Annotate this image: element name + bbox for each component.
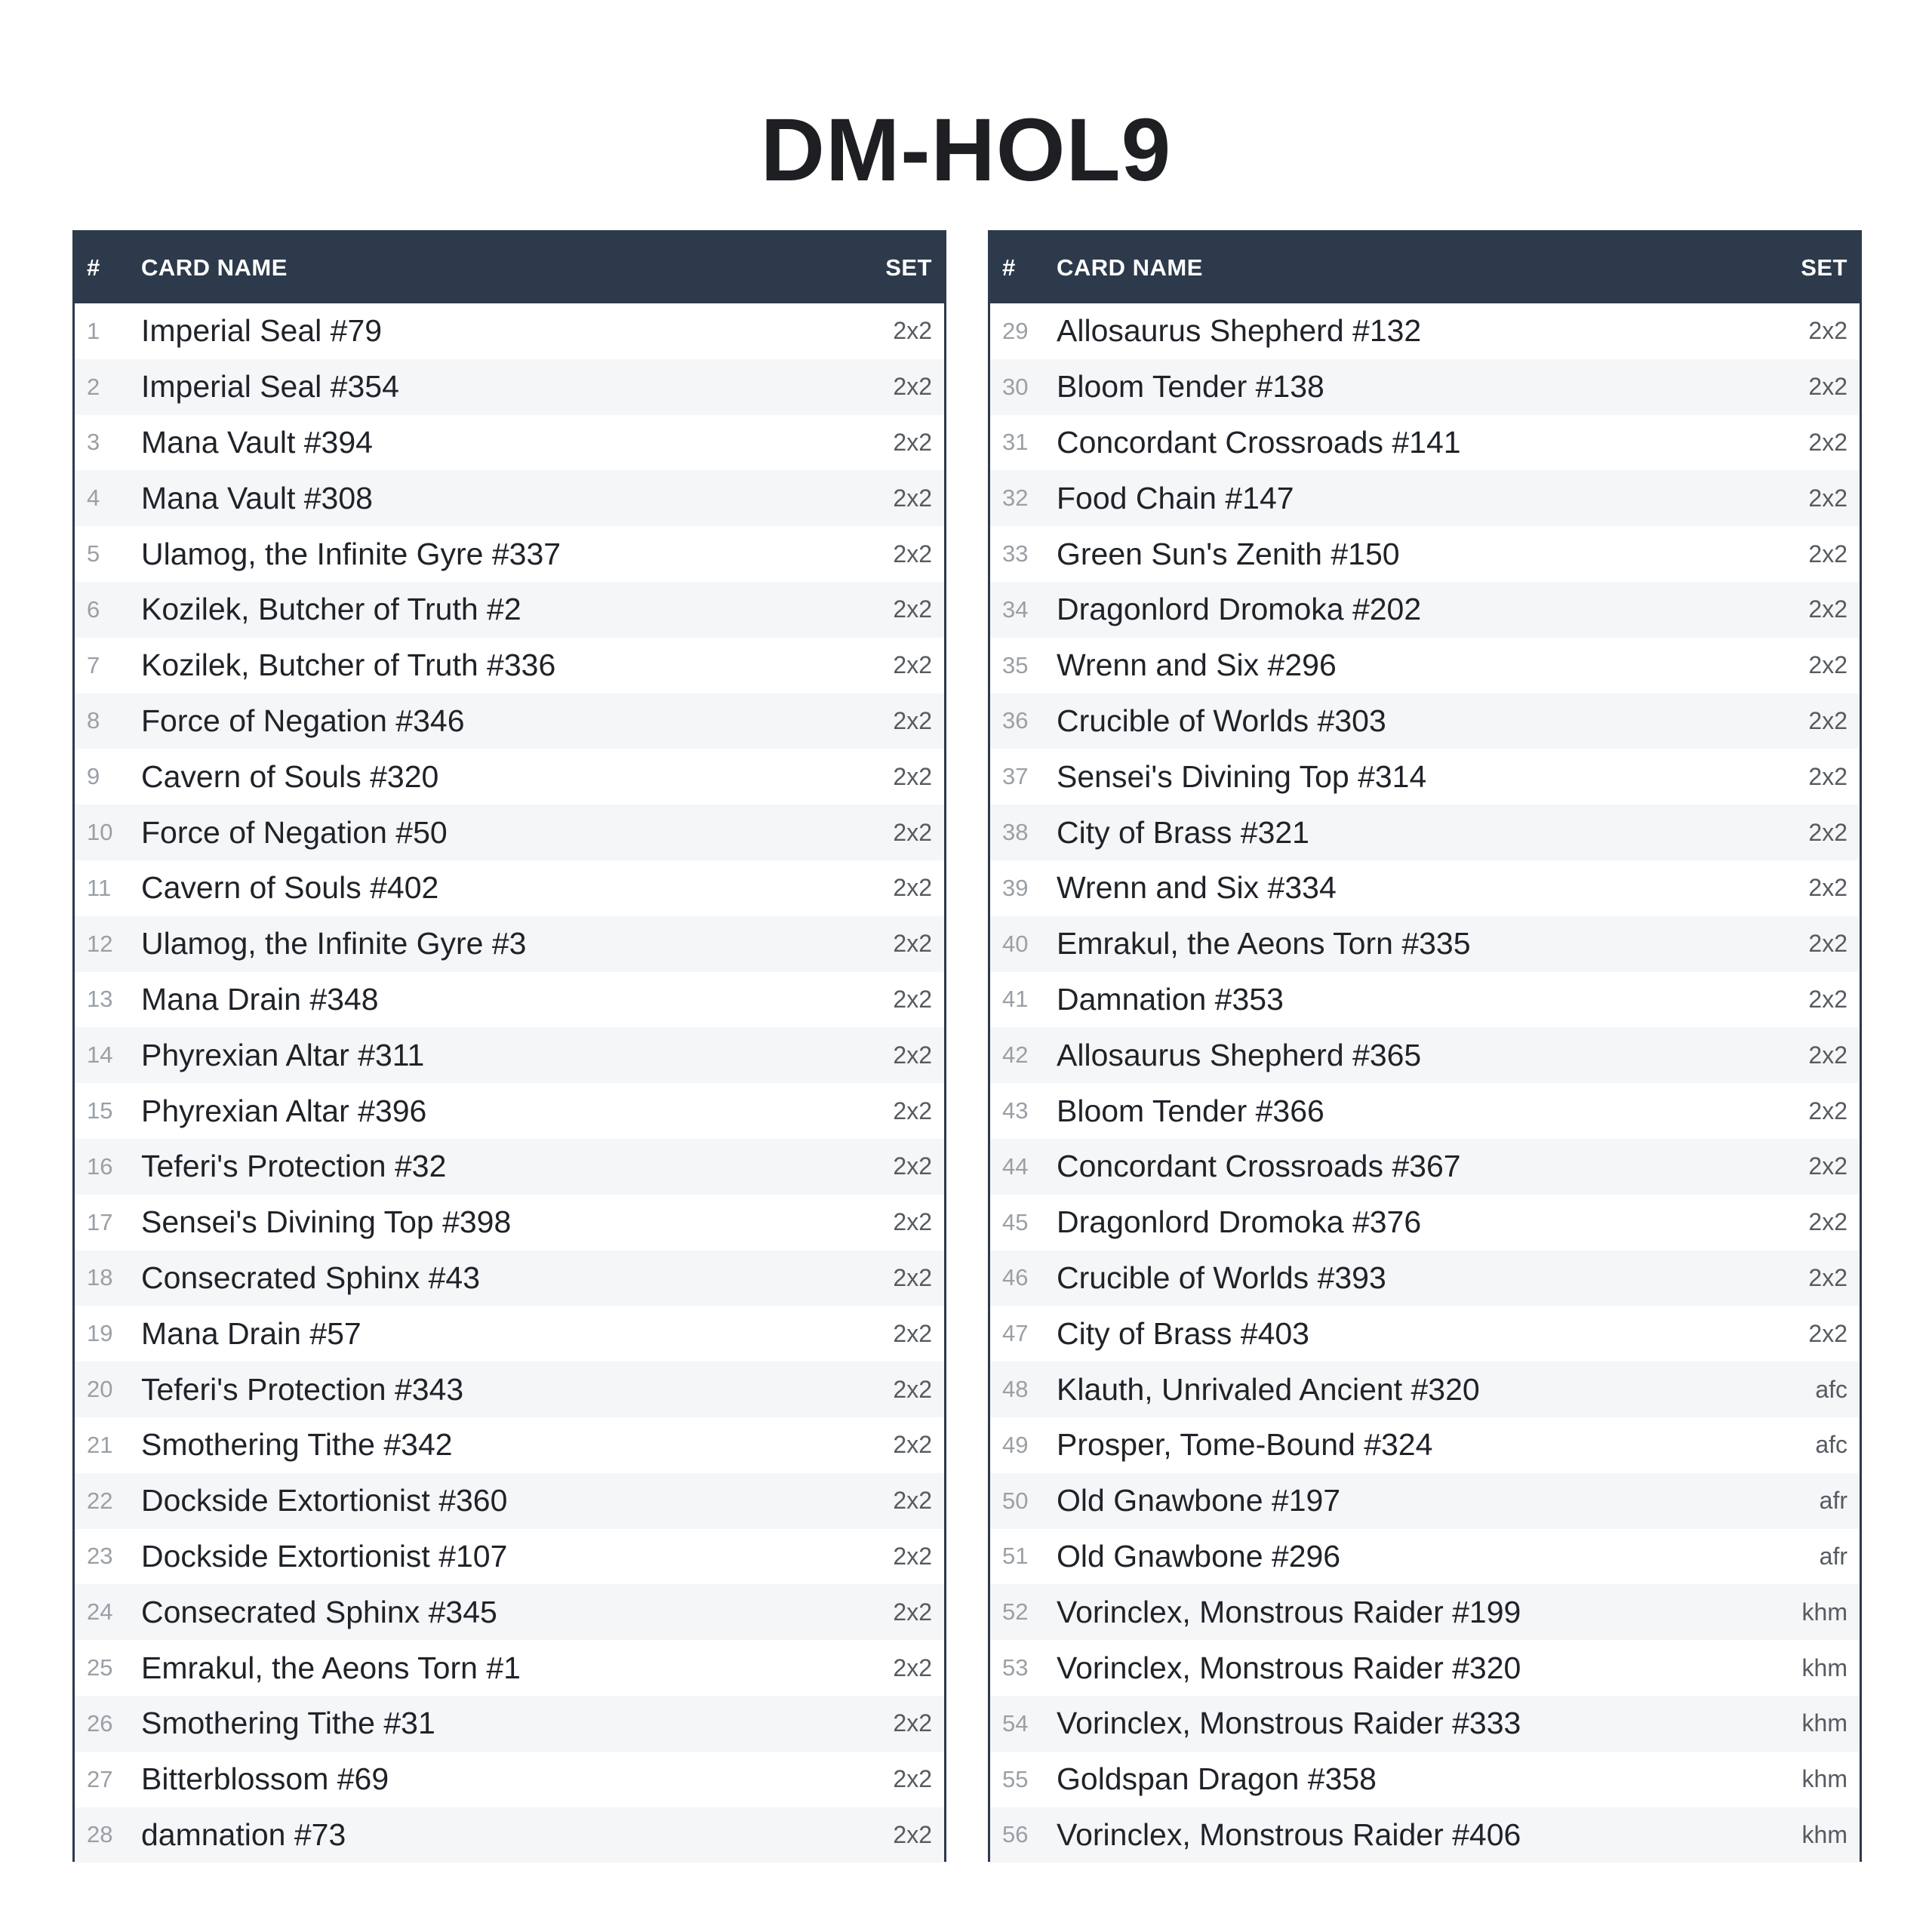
row-number: 54 bbox=[1002, 1709, 1029, 1737]
row-number: 32 bbox=[1002, 485, 1029, 512]
table-row bbox=[990, 470, 1860, 526]
row-number: 26 bbox=[87, 1709, 113, 1737]
row-number: 48 bbox=[1002, 1376, 1029, 1403]
table-row bbox=[75, 1640, 944, 1696]
set-code: 2x2 bbox=[893, 1598, 932, 1626]
card-name: Bitterblossom #69 bbox=[141, 1761, 389, 1797]
card-name: Emrakul, the Aeons Torn #1 bbox=[141, 1650, 521, 1685]
table-row bbox=[75, 1027, 944, 1083]
set-code: 2x2 bbox=[1808, 428, 1847, 456]
table-row bbox=[990, 860, 1860, 916]
table-row bbox=[75, 582, 944, 638]
row-number: 38 bbox=[1002, 819, 1029, 846]
table-row bbox=[990, 916, 1860, 972]
table-row bbox=[75, 1752, 944, 1807]
card-name: Phyrexian Altar #311 bbox=[141, 1037, 425, 1072]
row-number: 12 bbox=[87, 930, 113, 957]
card-name: Concordant Crossroads #141 bbox=[1057, 424, 1461, 460]
set-code: afc bbox=[1815, 1431, 1847, 1459]
card-name: Bloom Tender #366 bbox=[1057, 1093, 1324, 1128]
table-row bbox=[990, 1361, 1860, 1417]
set-code: 2x2 bbox=[893, 874, 932, 902]
row-number: 29 bbox=[1002, 317, 1029, 344]
table-row bbox=[75, 1361, 944, 1417]
card-name: Imperial Seal #354 bbox=[141, 369, 399, 405]
table-row bbox=[990, 1752, 1860, 1807]
card-name: City of Brass #321 bbox=[1057, 814, 1309, 850]
table-row bbox=[990, 972, 1860, 1028]
row-number: 55 bbox=[1002, 1765, 1029, 1792]
card-name: Force of Negation #50 bbox=[141, 814, 448, 850]
card-name: Crucible of Worlds #393 bbox=[1057, 1260, 1386, 1295]
card-name: Old Gnawbone #296 bbox=[1057, 1538, 1341, 1574]
header-card-name: CARD NAME bbox=[1057, 254, 1203, 281]
row-number: 41 bbox=[1002, 986, 1029, 1013]
set-code: 2x2 bbox=[1808, 595, 1847, 623]
card-name: damnation #73 bbox=[141, 1817, 346, 1852]
row-number: 18 bbox=[87, 1264, 113, 1291]
row-number: 37 bbox=[1002, 763, 1029, 790]
card-name: Imperial Seal #79 bbox=[141, 313, 383, 349]
row-number: 52 bbox=[1002, 1598, 1029, 1626]
card-name: City of Brass #403 bbox=[1057, 1315, 1309, 1351]
set-code: 2x2 bbox=[893, 428, 932, 456]
row-number: 24 bbox=[87, 1598, 113, 1626]
set-code: 2x2 bbox=[893, 1041, 932, 1069]
row-number: 1 bbox=[87, 317, 100, 344]
row-number: 10 bbox=[87, 819, 113, 846]
card-name: Phyrexian Altar #396 bbox=[141, 1093, 427, 1128]
set-code: 2x2 bbox=[893, 651, 932, 679]
row-number: 43 bbox=[1002, 1097, 1029, 1124]
card-name: Kozilek, Butcher of Truth #336 bbox=[141, 648, 556, 683]
set-code: 2x2 bbox=[893, 1765, 932, 1793]
set-code: 2x2 bbox=[893, 1820, 932, 1848]
row-number: 7 bbox=[87, 651, 100, 678]
set-code: 2x2 bbox=[1808, 540, 1847, 568]
set-code: afr bbox=[1819, 1542, 1847, 1570]
card-name: Sensei's Divining Top #314 bbox=[1057, 758, 1427, 794]
card-name: Damnation #353 bbox=[1057, 981, 1284, 1017]
card-name: Vorinclex, Monstrous Raider #333 bbox=[1057, 1706, 1521, 1741]
card-name: Allosaurus Shepherd #365 bbox=[1057, 1037, 1422, 1072]
card-name: Vorinclex, Monstrous Raider #199 bbox=[1057, 1594, 1521, 1629]
table-row bbox=[990, 1529, 1860, 1585]
card-name: Wrenn and Six #334 bbox=[1057, 870, 1337, 906]
row-number: 20 bbox=[87, 1376, 113, 1403]
table-row bbox=[990, 1139, 1860, 1195]
table-row bbox=[990, 638, 1860, 694]
card-name: Dragonlord Dromoka #202 bbox=[1057, 592, 1422, 627]
table-row bbox=[75, 1306, 944, 1361]
table-row bbox=[75, 1473, 944, 1529]
card-name: Sensei's Divining Top #398 bbox=[141, 1204, 512, 1240]
card-name: Bloom Tender #138 bbox=[1057, 369, 1324, 405]
set-code: 2x2 bbox=[1808, 651, 1847, 679]
table-row bbox=[990, 582, 1860, 638]
row-number: 56 bbox=[1002, 1821, 1029, 1848]
set-code: 2x2 bbox=[1808, 1152, 1847, 1180]
row-number: 46 bbox=[1002, 1264, 1029, 1291]
card-name: Ulamog, the Infinite Gyre #3 bbox=[141, 926, 527, 961]
row-number: 33 bbox=[1002, 540, 1029, 568]
table-row bbox=[990, 1473, 1860, 1529]
card-name: Mana Vault #394 bbox=[141, 424, 373, 460]
table-row bbox=[75, 415, 944, 471]
table-row bbox=[990, 1083, 1860, 1139]
table-row bbox=[990, 526, 1860, 582]
set-code: 2x2 bbox=[893, 1654, 932, 1681]
set-code: 2x2 bbox=[1808, 317, 1847, 345]
row-number: 2 bbox=[87, 373, 100, 400]
table-row bbox=[75, 1139, 944, 1195]
set-code: khm bbox=[1801, 1820, 1847, 1848]
row-number: 28 bbox=[87, 1821, 113, 1848]
set-code: 2x2 bbox=[1808, 1263, 1847, 1291]
table-row bbox=[75, 1195, 944, 1251]
card-table-left bbox=[72, 230, 946, 1862]
row-number: 36 bbox=[1002, 707, 1029, 734]
card-name: Dockside Extortionist #107 bbox=[141, 1538, 508, 1574]
set-code: 2x2 bbox=[893, 930, 932, 958]
row-number: 17 bbox=[87, 1208, 113, 1235]
card-name: Cavern of Souls #402 bbox=[141, 870, 439, 906]
set-code: khm bbox=[1801, 1709, 1847, 1737]
table-row bbox=[75, 1083, 944, 1139]
table-row bbox=[990, 303, 1860, 359]
table-row bbox=[990, 694, 1860, 749]
set-code: khm bbox=[1801, 1654, 1847, 1681]
row-number: 22 bbox=[87, 1487, 113, 1514]
table-row bbox=[990, 415, 1860, 471]
card-name: Klauth, Unrivaled Ancient #320 bbox=[1057, 1371, 1480, 1407]
set-code: afr bbox=[1819, 1487, 1847, 1515]
set-code: 2x2 bbox=[893, 1487, 932, 1515]
card-name: Prosper, Tome-Bound #324 bbox=[1057, 1427, 1433, 1463]
table-body bbox=[990, 303, 1860, 1863]
table-row bbox=[75, 1529, 944, 1585]
table-row bbox=[75, 972, 944, 1028]
table-row bbox=[75, 860, 944, 916]
table-row bbox=[75, 303, 944, 359]
card-name: Kozilek, Butcher of Truth #2 bbox=[141, 592, 521, 627]
set-code: 2x2 bbox=[1808, 706, 1847, 734]
set-code: 2x2 bbox=[1808, 1208, 1847, 1236]
card-name: Crucible of Worlds #303 bbox=[1057, 703, 1386, 738]
table-header bbox=[75, 232, 944, 303]
row-number: 8 bbox=[87, 707, 100, 734]
set-code: 2x2 bbox=[893, 818, 932, 846]
row-number: 9 bbox=[87, 763, 100, 790]
set-code: 2x2 bbox=[893, 1208, 932, 1236]
table-row bbox=[990, 804, 1860, 860]
row-number: 49 bbox=[1002, 1431, 1029, 1458]
set-code: 2x2 bbox=[893, 373, 932, 401]
row-number: 44 bbox=[1002, 1152, 1029, 1180]
set-code: khm bbox=[1801, 1598, 1847, 1626]
set-code: 2x2 bbox=[1808, 1097, 1847, 1124]
row-number: 16 bbox=[87, 1152, 113, 1180]
header-number: # bbox=[1002, 254, 1016, 281]
set-code: 2x2 bbox=[1808, 762, 1847, 790]
set-code: 2x2 bbox=[893, 1097, 932, 1124]
set-code: 2x2 bbox=[1808, 484, 1847, 512]
set-code: 2x2 bbox=[893, 1263, 932, 1291]
card-name: Green Sun's Zenith #150 bbox=[1057, 536, 1400, 571]
table-row bbox=[75, 916, 944, 972]
set-code: 2x2 bbox=[893, 595, 932, 623]
card-name: Smothering Tithe #342 bbox=[141, 1427, 453, 1463]
card-name: Concordant Crossroads #367 bbox=[1057, 1149, 1461, 1184]
table-row bbox=[75, 1807, 944, 1863]
row-number: 31 bbox=[1002, 429, 1029, 456]
card-name: Force of Negation #346 bbox=[141, 703, 465, 738]
table-row bbox=[75, 1584, 944, 1640]
row-number: 5 bbox=[87, 540, 100, 568]
row-number: 30 bbox=[1002, 373, 1029, 400]
set-code: 2x2 bbox=[893, 762, 932, 790]
set-code: 2x2 bbox=[893, 484, 932, 512]
table-row bbox=[990, 1584, 1860, 1640]
table-row bbox=[75, 1417, 944, 1473]
row-number: 42 bbox=[1002, 1041, 1029, 1069]
row-number: 34 bbox=[1002, 595, 1029, 623]
card-name: Vorinclex, Monstrous Raider #406 bbox=[1057, 1817, 1521, 1852]
set-code: 2x2 bbox=[1808, 985, 1847, 1013]
row-number: 51 bbox=[1002, 1543, 1029, 1570]
set-code: 2x2 bbox=[893, 1319, 932, 1347]
row-number: 53 bbox=[1002, 1654, 1029, 1681]
card-name: Consecrated Sphinx #345 bbox=[141, 1594, 497, 1629]
set-code: afc bbox=[1815, 1375, 1847, 1403]
table-header bbox=[990, 232, 1860, 303]
row-number: 6 bbox=[87, 595, 100, 623]
set-code: 2x2 bbox=[1808, 1041, 1847, 1069]
card-name: Goldspan Dragon #358 bbox=[1057, 1761, 1377, 1797]
set-code: 2x2 bbox=[1808, 874, 1847, 902]
table-row bbox=[75, 1251, 944, 1306]
page-title: DM-HOL9 bbox=[760, 100, 1172, 200]
row-number: 35 bbox=[1002, 651, 1029, 678]
table-row bbox=[75, 1696, 944, 1752]
card-name: Teferi's Protection #32 bbox=[141, 1149, 447, 1184]
card-name: Mana Drain #348 bbox=[141, 981, 379, 1017]
table-row bbox=[75, 359, 944, 415]
card-name: Cavern of Souls #320 bbox=[141, 758, 439, 794]
card-name: Smothering Tithe #31 bbox=[141, 1706, 435, 1741]
table-row bbox=[990, 1251, 1860, 1306]
table-row bbox=[75, 804, 944, 860]
set-code: 2x2 bbox=[1808, 373, 1847, 401]
row-number: 25 bbox=[87, 1654, 113, 1681]
row-number: 15 bbox=[87, 1097, 113, 1124]
table-row bbox=[75, 470, 944, 526]
set-code: 2x2 bbox=[1808, 1319, 1847, 1347]
row-number: 4 bbox=[87, 485, 100, 512]
set-code: 2x2 bbox=[893, 317, 932, 345]
card-name: Dragonlord Dromoka #376 bbox=[1057, 1204, 1422, 1240]
table-row bbox=[990, 1306, 1860, 1361]
row-number: 45 bbox=[1002, 1208, 1029, 1235]
row-number: 39 bbox=[1002, 874, 1029, 901]
card-name: Vorinclex, Monstrous Raider #320 bbox=[1057, 1650, 1521, 1685]
card-name: Mana Vault #308 bbox=[141, 480, 373, 515]
header-number: # bbox=[87, 254, 100, 281]
card-name: Old Gnawbone #197 bbox=[1057, 1483, 1341, 1518]
card-name: Emrakul, the Aeons Torn #335 bbox=[1057, 926, 1471, 961]
card-table-right bbox=[988, 230, 1862, 1862]
card-name: Food Chain #147 bbox=[1057, 480, 1294, 515]
table-row bbox=[990, 359, 1860, 415]
card-name: Allosaurus Shepherd #132 bbox=[1057, 313, 1422, 349]
table-body bbox=[75, 303, 944, 1863]
set-code: 2x2 bbox=[1808, 930, 1847, 958]
set-code: 2x2 bbox=[893, 1709, 932, 1737]
row-number: 3 bbox=[87, 429, 100, 456]
set-code: 2x2 bbox=[893, 1152, 932, 1180]
table-row bbox=[990, 749, 1860, 804]
set-code: khm bbox=[1801, 1765, 1847, 1793]
row-number: 50 bbox=[1002, 1487, 1029, 1514]
row-number: 11 bbox=[87, 874, 112, 901]
set-code: 2x2 bbox=[893, 1542, 932, 1570]
row-number: 19 bbox=[87, 1320, 113, 1347]
row-number: 21 bbox=[87, 1431, 113, 1458]
set-code: 2x2 bbox=[893, 1375, 932, 1403]
card-name: Consecrated Sphinx #43 bbox=[141, 1260, 481, 1295]
table-row bbox=[990, 1027, 1860, 1083]
set-code: 2x2 bbox=[893, 706, 932, 734]
row-number: 13 bbox=[87, 986, 113, 1013]
header-set: SET bbox=[885, 254, 932, 281]
table-row bbox=[75, 694, 944, 749]
table-row bbox=[990, 1696, 1860, 1752]
table-row bbox=[990, 1195, 1860, 1251]
set-code: 2x2 bbox=[893, 985, 932, 1013]
row-number: 27 bbox=[87, 1765, 113, 1792]
table-row bbox=[990, 1807, 1860, 1863]
card-name: Wrenn and Six #296 bbox=[1057, 648, 1337, 683]
card-name: Mana Drain #57 bbox=[141, 1315, 361, 1351]
table-row bbox=[990, 1417, 1860, 1473]
table-row bbox=[75, 749, 944, 804]
set-code: 2x2 bbox=[893, 1431, 932, 1459]
row-number: 23 bbox=[87, 1543, 113, 1570]
header-card-name: CARD NAME bbox=[141, 254, 288, 281]
table-row bbox=[990, 1640, 1860, 1696]
row-number: 47 bbox=[1002, 1320, 1029, 1347]
card-name: Dockside Extortionist #360 bbox=[141, 1483, 508, 1518]
set-code: 2x2 bbox=[1808, 818, 1847, 846]
table-row bbox=[75, 526, 944, 582]
card-name: Teferi's Protection #343 bbox=[141, 1371, 464, 1407]
row-number: 40 bbox=[1002, 930, 1029, 957]
header-set: SET bbox=[1801, 254, 1847, 281]
row-number: 14 bbox=[87, 1041, 113, 1069]
table-row bbox=[75, 638, 944, 694]
set-code: 2x2 bbox=[893, 540, 932, 568]
card-name: Ulamog, the Infinite Gyre #337 bbox=[141, 536, 561, 571]
